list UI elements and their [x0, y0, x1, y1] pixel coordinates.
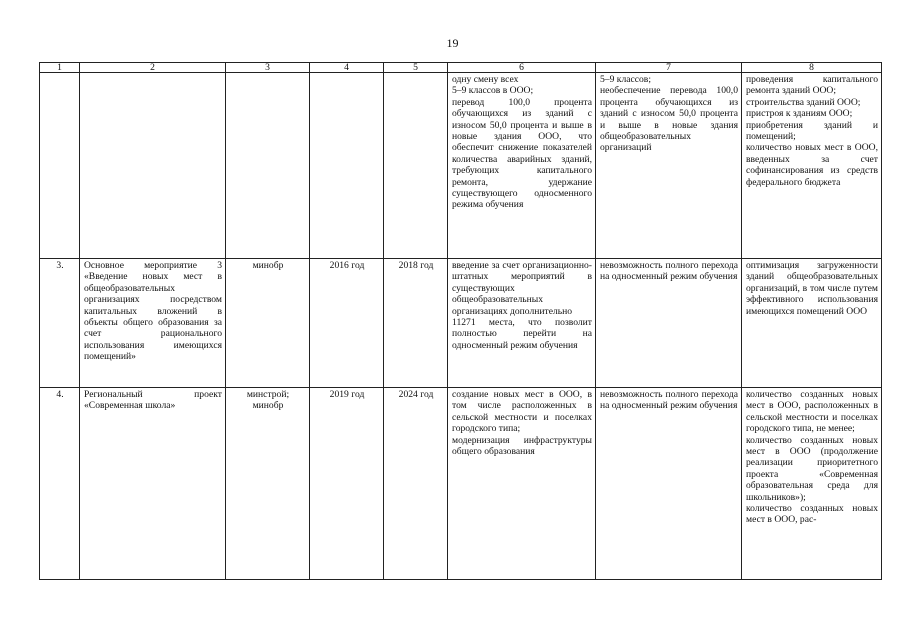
expected-result: одну смену всех 5–9 классов в ООО; перевод 100,0 процента обучающихся из зданий с износом 50,0 процента и выше в новые здания ООО, что обеспечит снижение показателей количества аварийных зданий, требующих капитального ремонта, удержание существующего односменного режима обучения — [448, 73, 596, 259]
page-number: 19 — [446, 36, 459, 50]
non-implementation-consequences: невозможность полного перехода на односменный режим обучения — [596, 388, 742, 580]
row-number — [40, 73, 80, 259]
related-indicators: количество созданных новых мест в ООО, расположенных в сельской местности и поселках городского типа, не менее; количество созданных новых мест в ООО (продолжение реализации приоритетного проекта «Современная образовательная среда для школьников»); количество созданных новых мест в ООО, рас- — [742, 388, 882, 580]
executor: минстрой; минобр — [226, 388, 310, 580]
start-year: 2019 год — [310, 388, 384, 580]
measure-name: Региональный проект «Современная школа» — [80, 388, 226, 580]
non-implementation-consequences: невозможность полного перехода на односменный режим обучения — [596, 259, 742, 388]
column-number: 3 — [226, 63, 310, 73]
end-year — [384, 73, 448, 259]
start-year: 2016 год — [310, 259, 384, 388]
column-number: 4 — [310, 63, 384, 73]
related-indicators: оптимизация загруженности зданий общеобразовательных организаций, в том числе путем эффективного использования имеющихся помещений ООО — [742, 259, 882, 388]
column-number: 2 — [80, 63, 226, 73]
start-year — [310, 73, 384, 259]
measure-name — [80, 73, 226, 259]
non-implementation-consequences: 5–9 классов; необеспечение перевода 100,0 процента обучающихся из зданий с износом 50,0 процента и выше в новые здания общеобразовательных организаций — [596, 73, 742, 259]
table-row — [40, 73, 882, 259]
column-number: 7 — [596, 63, 742, 73]
expected-result: введение за счет организационно-штатных мероприятий в существующих общеобразовательных организациях дополнительно 11271 места, что позволит полностью перейти на односменный режим обучения — [448, 259, 596, 388]
row-number: 3. — [40, 259, 80, 388]
table-row — [40, 388, 882, 580]
measure-name: Основное мероприятие 3 «Введение новых мест в общеобразовательных организациях посредством капитальных вложений в объекты общего образования за счет рационального использования имеющихся помещений» — [80, 259, 226, 388]
column-number-row — [40, 63, 882, 73]
executor — [226, 73, 310, 259]
executor: минобр — [226, 259, 310, 388]
end-year: 2024 год — [384, 388, 448, 580]
related-indicators: проведения капитального ремонта зданий ООО; строительства зданий ООО; пристроя к зданиям ООО; приобретения зданий и помещений; количество новых мест в ООО, введенных за счет софинансирования из средств федерального бюджета — [742, 73, 882, 259]
column-number: 1 — [40, 63, 80, 73]
expected-result: создание новых мест в ООО, в том числе расположенных в сельской местности и поселках городского типа; модернизация инфраструктуры общего образования — [448, 388, 596, 580]
column-number: 8 — [742, 63, 882, 73]
end-year: 2018 год — [384, 259, 448, 388]
program-table — [39, 62, 882, 580]
row-number: 4. — [40, 388, 80, 580]
column-number: 5 — [384, 63, 448, 73]
column-number: 6 — [448, 63, 596, 73]
table-row — [40, 259, 882, 388]
